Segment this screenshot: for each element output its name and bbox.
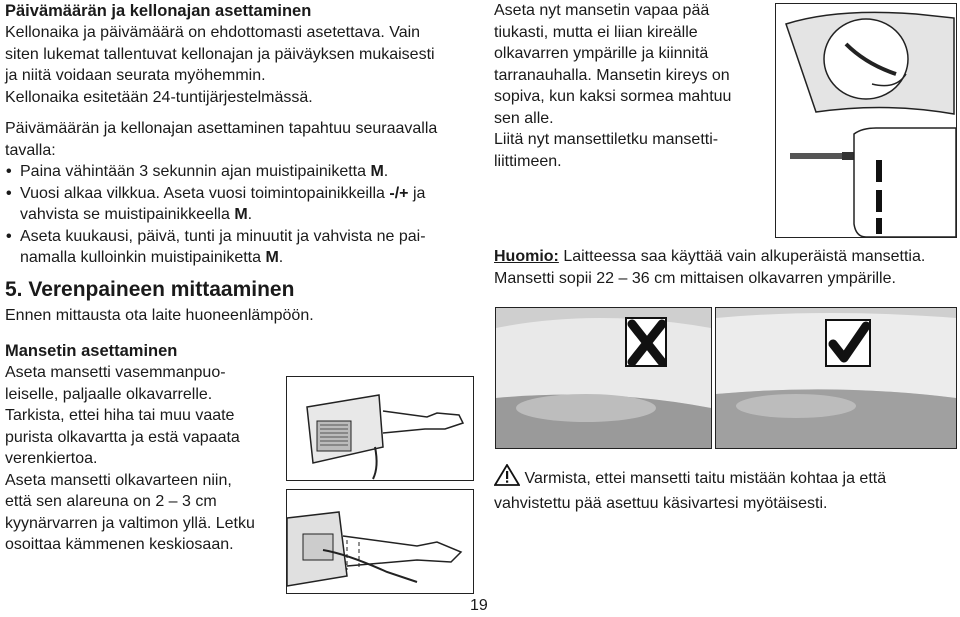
cuff-connection-illustration	[775, 3, 957, 238]
cuff-instructions: Aseta mansetti vasemmanpuo- leiselle, paljaalle olkavarrelle. Tarkista, ettei hiha tai muu vaate purista olkavartta ja estä vapaata verenkiertoa. Aseta mansetti olkavarteen niin, että sen alareuna on 2 – 3 cm kyynärvarren ja valtimon yllä. Letku osoittaa kämmenen keskiosaan.	[5, 364, 255, 553]
intro-paragraph: Kellonaika ja päivämäärä on ehdottomasti asetettava. Vain siten lukemat tallentuvat kellonajan ja päiväyksen mukaisesti ja niitä voidaan seurata myöhemmin. Kellonaika esitetään 24-tuntijärjestelmässä.	[5, 24, 435, 106]
cross-mark-icon	[624, 316, 672, 375]
procedure-list	[5, 161, 475, 269]
note-paragraph: Huomio: Laitteessa saa käyttää vain alkuperäistä mansettia. Mansetti sopii 22 – 36 cm mittaisen olkavarren ympärille.	[494, 248, 926, 287]
correct-cuff-photo	[715, 307, 957, 449]
fasten-cuff-paragraph: Aseta nyt mansetin vapaa pää tiukasti, mutta ei liian kireälle olkavarren ympärille ja kiinnitä tarranauhalla. Mansetin kireys on sopiva, kun kaksi sormea mahtuu sen alle. Liitä nyt mansettiletku mansetti- liittimeen.	[494, 2, 732, 170]
procedure-paragraph: Päivämäärän ja kellonajan asettaminen tapahtuu seuraavalla tavalla:	[5, 120, 438, 159]
list-item: • Paina vähintään 3 sekunnin ajan muistipainiketta M.	[5, 161, 475, 183]
wrong-cuff-photo	[495, 307, 712, 449]
note-label: Huomio:	[494, 248, 559, 265]
list-item: • Vuosi alkaa vilkkua. Aseta vuosi toimintopainikkeilla -/+ ja vahvista se muistipainikkeella M.	[5, 183, 475, 226]
warning-block: Varmista, ettei mansetti taitu mistään kohtaa ja että vahvistettu pää asettuu käsivartesi myötäisesti.	[494, 464, 954, 514]
chapter-intro: Ennen mittausta ota laite huoneenlämpöön.	[5, 306, 314, 324]
section-heading-cuff: Mansetin asettaminen	[5, 342, 178, 360]
warning-triangle-icon	[494, 464, 520, 493]
section-heading-date-time: Päivämäärän ja kellonajan asettaminen	[5, 2, 312, 20]
arm-cuff-illustration-1	[286, 376, 474, 481]
list-item: • Aseta kuukausi, päivä, tunti ja minuutit ja vahvista ne pai- namalla kulloinkin muistipainiketta M.	[5, 226, 475, 269]
chapter-title: 5. Verenpaineen mittaaminen	[5, 277, 295, 301]
check-mark-icon	[824, 318, 874, 375]
arm-cuff-illustration-2	[286, 489, 474, 594]
page-number: 19	[470, 597, 488, 614]
